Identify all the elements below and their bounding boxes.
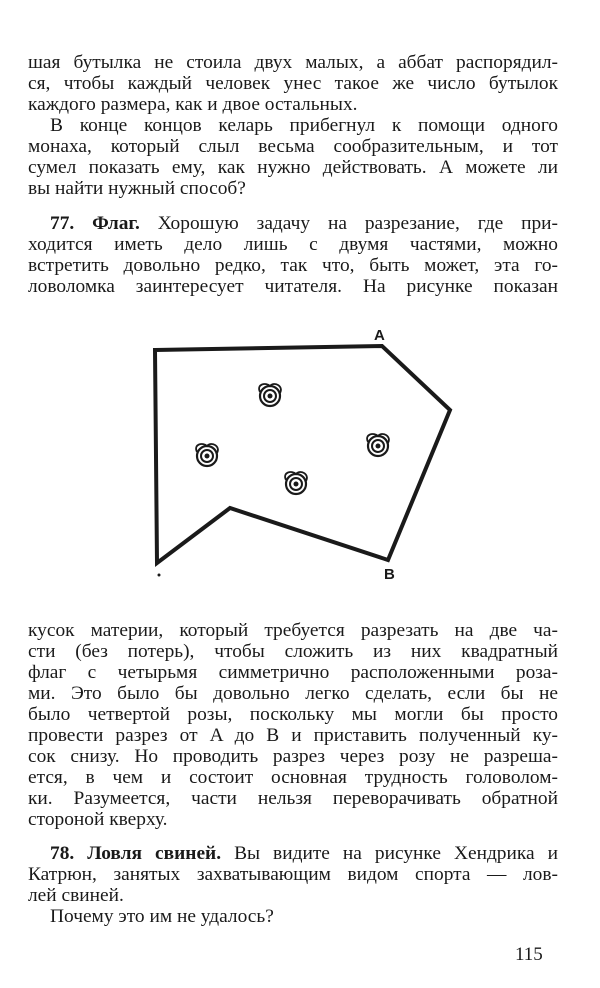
text-line: ся, чтобы каждый человек унес такое же число бутылок	[28, 73, 558, 94]
text-line: ется, в чем и состоит основная трудность головолом-	[28, 767, 558, 788]
text-line: сти (без потерь), чтобы сложить из них квадратный	[28, 641, 558, 662]
problem-77-first-line: Хорошую задачу на разрезание, где при-	[139, 213, 558, 234]
page-number: 115	[515, 944, 543, 965]
label-b: B	[384, 566, 395, 583]
text-line: вы найти нужный способ?	[28, 178, 246, 199]
text-line: было четвертой розы, поскольку мы могли бы просто	[28, 704, 558, 725]
text-line: встретить довольно редко, так что, быть может, эта го-	[28, 255, 558, 276]
text-line: ми. Это было бы довольно легко сделать, если бы не	[28, 683, 558, 704]
rose-icon	[367, 434, 389, 456]
text-line: ловоломка заинтересует читателя. На рисунке показан	[28, 276, 558, 297]
text-line: лей свиней.	[28, 885, 124, 906]
problem-78-first-line: Вы видите на рисунке Хендрика и	[221, 843, 559, 864]
text-line: Катрюн, занятых захватывающим видом спорта — лов-	[28, 864, 558, 885]
text-line: шая бутылка не стоила двух малых, а аббат распорядил-	[28, 52, 558, 73]
rose-icon	[259, 384, 281, 406]
corner-dot	[158, 574, 161, 577]
problem-78-heading: 78. Ловля свиней.	[50, 843, 222, 864]
text-line: ки. Разумеется, части нельзя переворачивать обратной	[28, 788, 558, 809]
cloth-outline	[155, 346, 450, 563]
flag-figure	[150, 318, 460, 588]
text-line	[28, 843, 558, 864]
rose-icon	[285, 472, 307, 494]
paragraph-continuation	[28, 52, 558, 199]
problem-78-question: Почему это им не удалось?	[50, 906, 274, 927]
text-line: провести разрез от A до B и приставить полученный ку-	[28, 725, 558, 746]
problem-77-intro	[28, 213, 558, 297]
text-line: флаг с четырьмя симметрично расположенными роза-	[28, 662, 558, 683]
text-line: стороной кверху.	[28, 809, 168, 830]
text-line: сумел показать ему, как нужно действовать. А можете ли	[28, 157, 558, 178]
text-line: кусок материи, который требуется разрезать на две ча-	[28, 620, 558, 641]
text-line: монаха, который слыл весьма сообразительным, и тот	[28, 136, 558, 157]
text-line	[28, 213, 558, 234]
problem-77-body	[28, 620, 558, 830]
problem-78	[28, 843, 558, 927]
text-line: В конце концов келарь прибегнул к помощи одного	[50, 115, 558, 136]
rose-icon	[196, 444, 218, 466]
text-line: каждого размера, как и двое остальных.	[28, 94, 358, 115]
problem-77-heading: 77. Флаг.	[50, 213, 140, 234]
text-line: сок снизу. Но проводить разрез через розу не разреша-	[28, 746, 558, 767]
label-a: A	[374, 327, 385, 344]
text-line: ходится иметь дело лишь с двумя частями, можно	[28, 234, 558, 255]
